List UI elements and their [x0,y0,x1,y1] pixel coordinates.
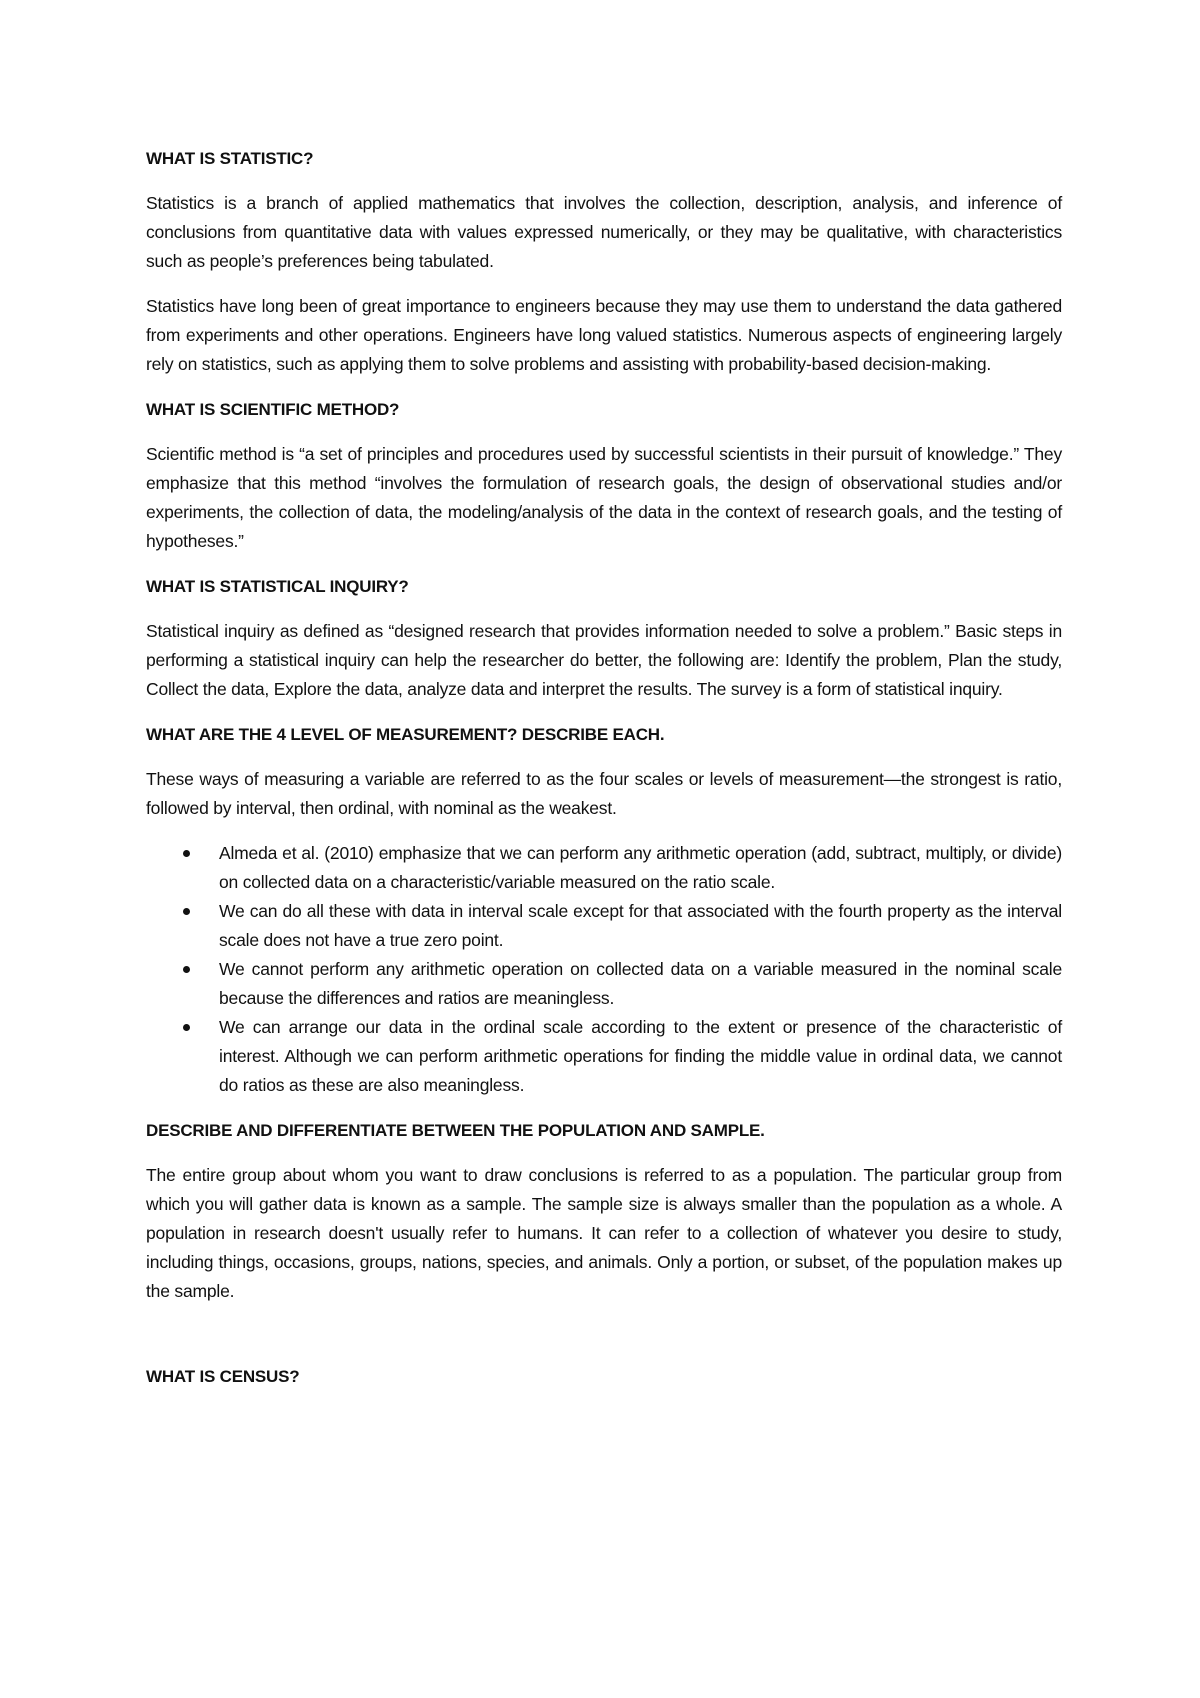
paragraph: These ways of measuring a variable are referred to as the four scales or levels of measurement—the strongest is ratio, followed by interval, then ordinal, with nominal as the weakest. [146,769,1062,818]
section-levels-of-measurement [146,720,1062,1100]
bullet-icon [183,850,190,857]
bullet-icon [183,908,190,915]
document-page [146,144,1062,1407]
list-item-text: We can arrange our data in the ordinal scale according to the extent or presence of the characteristic of interest. Although we can perform arithmetic operations for finding the middle value in ordinal data, we cannot do ratios as these are also meaningless. [219,1017,1062,1095]
section-heading: WHAT ARE THE 4 LEVEL OF MEASUREMENT? DESCRIBE EACH. [146,725,665,744]
bullet-icon [183,1024,190,1031]
list-item [146,1013,1062,1100]
paragraph: Statistics is a branch of applied mathematics that involves the collection, description, analysis, and inference of conclusions from quantitative data with values expressed numerically, or they may be qualitative, with characteristics such as people’s preferences being tabulated. [146,193,1062,271]
paragraph: The entire group about whom you want to draw conclusions is referred to as a population. The particular group from which you will gather data is known as a sample. The sample size is always smaller than the population as a whole. A population in research doesn't usually refer to humans. It can refer to a collection of whatever you desire to study, including things, occasions, groups, nations, species, and animals. Only a portion, or subset, of the population makes up the sample. [146,1165,1062,1301]
list-item [146,839,1062,897]
section-heading: WHAT IS CENSUS? [146,1367,300,1386]
list-item-text: Almeda et al. (2010) emphasize that we can perform any arithmetic operation (add, subtract, multiply, or divide) on collected data on a characteristic/variable measured on the ratio scale. [219,843,1062,892]
section-population-and-sample [146,1116,1062,1306]
bullet-list [146,839,1062,1100]
list-item-text: We cannot perform any arithmetic operation on collected data on a variable measured in the nominal scale because the differences and ratios are meaningless. [219,959,1062,1008]
list-item-text: We can do all these with data in interval scale except for that associated with the fourth property as the interval scale does not have a true zero point. [219,901,1062,950]
section-statistical-inquiry [146,572,1062,704]
section-census [146,1362,1062,1391]
bullet-icon [183,966,190,973]
list-item [146,955,1062,1013]
section-what-is-statistic [146,144,1062,379]
paragraph: Statistical inquiry as defined as “designed research that provides information needed to solve a problem.” Basic steps in performing a statistical inquiry can help the researcher do better, the following are: Identify the problem, Plan the study, Collect the data, Explore the data, analyze data and interpret the results. The survey is a form of statistical inquiry. [146,621,1062,699]
list-item [146,897,1062,955]
section-heading: WHAT IS STATISTIC? [146,149,314,168]
section-heading: WHAT IS SCIENTIFIC METHOD? [146,400,400,419]
section-scientific-method [146,395,1062,556]
paragraph: Scientific method is “a set of principles and procedures used by successful scientists in their pursuit of knowledge.” They emphasize that this method “involves the formulation of research goals, the design of observational studies and/or experiments, the collection of data, the modeling/analysis of the data in the context of research goals, and the testing of hypotheses.” [146,444,1062,551]
paragraph: Statistics have long been of great importance to engineers because they may use them to understand the data gathered from experiments and other operations. Engineers have long valued statistics. Numerous aspects of engineering largely rely on statistics, such as applying them to solve problems and assisting with probability-based decision-making. [146,296,1062,374]
section-heading: WHAT IS STATISTICAL INQUIRY? [146,577,409,596]
section-heading: DESCRIBE AND DIFFERENTIATE BETWEEN THE POPULATION AND SAMPLE. [146,1121,765,1140]
blank-line [146,1322,1062,1362]
